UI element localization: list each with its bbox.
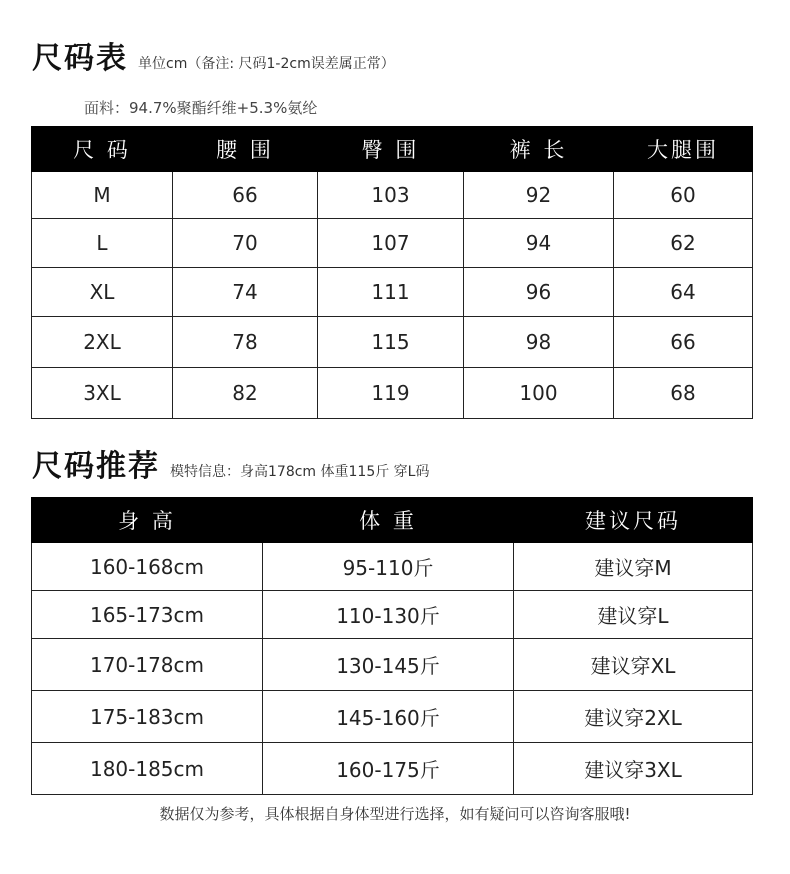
cell-weight: 95-110斤 bbox=[263, 543, 514, 591]
size-chart-title: 尺码表 bbox=[32, 41, 128, 76]
header-length: 裤 长 bbox=[464, 127, 614, 172]
cell-weight: 130-145斤 bbox=[263, 639, 514, 691]
cell-length: 100 bbox=[464, 368, 614, 419]
cell-suggested-size: 建议穿2XL bbox=[514, 691, 753, 743]
recommendation-table bbox=[31, 497, 753, 795]
cell-size: L bbox=[32, 219, 173, 268]
cell-waist: 82 bbox=[173, 368, 318, 419]
header-hip: 臀 围 bbox=[318, 127, 464, 172]
table-row bbox=[32, 268, 753, 317]
header-waist: 腰 围 bbox=[173, 127, 318, 172]
cell-suggested-size: 建议穿XL bbox=[514, 639, 753, 691]
table-row bbox=[32, 543, 753, 591]
size-chart-heading bbox=[32, 41, 395, 76]
cell-hip: 111 bbox=[318, 268, 464, 317]
table-row bbox=[32, 172, 753, 219]
table-row bbox=[32, 368, 753, 419]
cell-hip: 115 bbox=[318, 317, 464, 368]
size-chart-header-row bbox=[32, 127, 753, 172]
cell-length: 96 bbox=[464, 268, 614, 317]
recommendation-heading bbox=[32, 449, 430, 484]
cell-height: 165-173cm bbox=[32, 591, 263, 639]
header-weight: 体 重 bbox=[263, 498, 514, 543]
cell-thigh: 68 bbox=[614, 368, 753, 419]
table-row bbox=[32, 639, 753, 691]
cell-hip: 107 bbox=[318, 219, 464, 268]
cell-hip: 103 bbox=[318, 172, 464, 219]
cell-height: 175-183cm bbox=[32, 691, 263, 743]
table-row bbox=[32, 743, 753, 795]
header-height: 身 高 bbox=[32, 498, 263, 543]
table-row bbox=[32, 691, 753, 743]
cell-thigh: 60 bbox=[614, 172, 753, 219]
cell-waist: 66 bbox=[173, 172, 318, 219]
cell-length: 98 bbox=[464, 317, 614, 368]
cell-length: 94 bbox=[464, 219, 614, 268]
cell-suggested-size: 建议穿L bbox=[514, 591, 753, 639]
cell-size: 3XL bbox=[32, 368, 173, 419]
cell-size: M bbox=[32, 172, 173, 219]
cell-weight: 160-175斤 bbox=[263, 743, 514, 795]
recommendation-title: 尺码推荐 bbox=[32, 449, 160, 484]
cell-weight: 145-160斤 bbox=[263, 691, 514, 743]
material-info: 面料：94.7%聚酯纤维+5.3%氨纶 bbox=[84, 99, 318, 117]
cell-hip: 119 bbox=[318, 368, 464, 419]
model-info: 模特信息：身高178cm 体重115斤 穿L码 bbox=[170, 464, 430, 480]
cell-thigh: 62 bbox=[614, 219, 753, 268]
cell-height: 170-178cm bbox=[32, 639, 263, 691]
header-thigh: 大腿围 bbox=[614, 127, 753, 172]
cell-waist: 74 bbox=[173, 268, 318, 317]
header-size: 尺 码 bbox=[32, 127, 173, 172]
cell-size: 2XL bbox=[32, 317, 173, 368]
cell-length: 92 bbox=[464, 172, 614, 219]
cell-suggested-size: 建议穿M bbox=[514, 543, 753, 591]
table-row bbox=[32, 219, 753, 268]
table-row bbox=[32, 591, 753, 639]
cell-thigh: 66 bbox=[614, 317, 753, 368]
cell-waist: 70 bbox=[173, 219, 318, 268]
cell-size: XL bbox=[32, 268, 173, 317]
cell-thigh: 64 bbox=[614, 268, 753, 317]
cell-waist: 78 bbox=[173, 317, 318, 368]
header-suggested-size: 建议尺码 bbox=[514, 498, 753, 543]
cell-height: 160-168cm bbox=[32, 543, 263, 591]
size-chart-table bbox=[31, 126, 753, 419]
size-chart-note: 单位cm（备注: 尺码1-2cm误差属正常） bbox=[138, 56, 395, 72]
cell-weight: 110-130斤 bbox=[263, 591, 514, 639]
recommendation-header-row bbox=[32, 498, 753, 543]
cell-suggested-size: 建议穿3XL bbox=[514, 743, 753, 795]
cell-height: 180-185cm bbox=[32, 743, 263, 795]
disclaimer-text: 数据仅为参考，具体根据自身体型进行选择，如有疑问可以咨询客服哦! bbox=[159, 805, 631, 823]
table-row bbox=[32, 317, 753, 368]
